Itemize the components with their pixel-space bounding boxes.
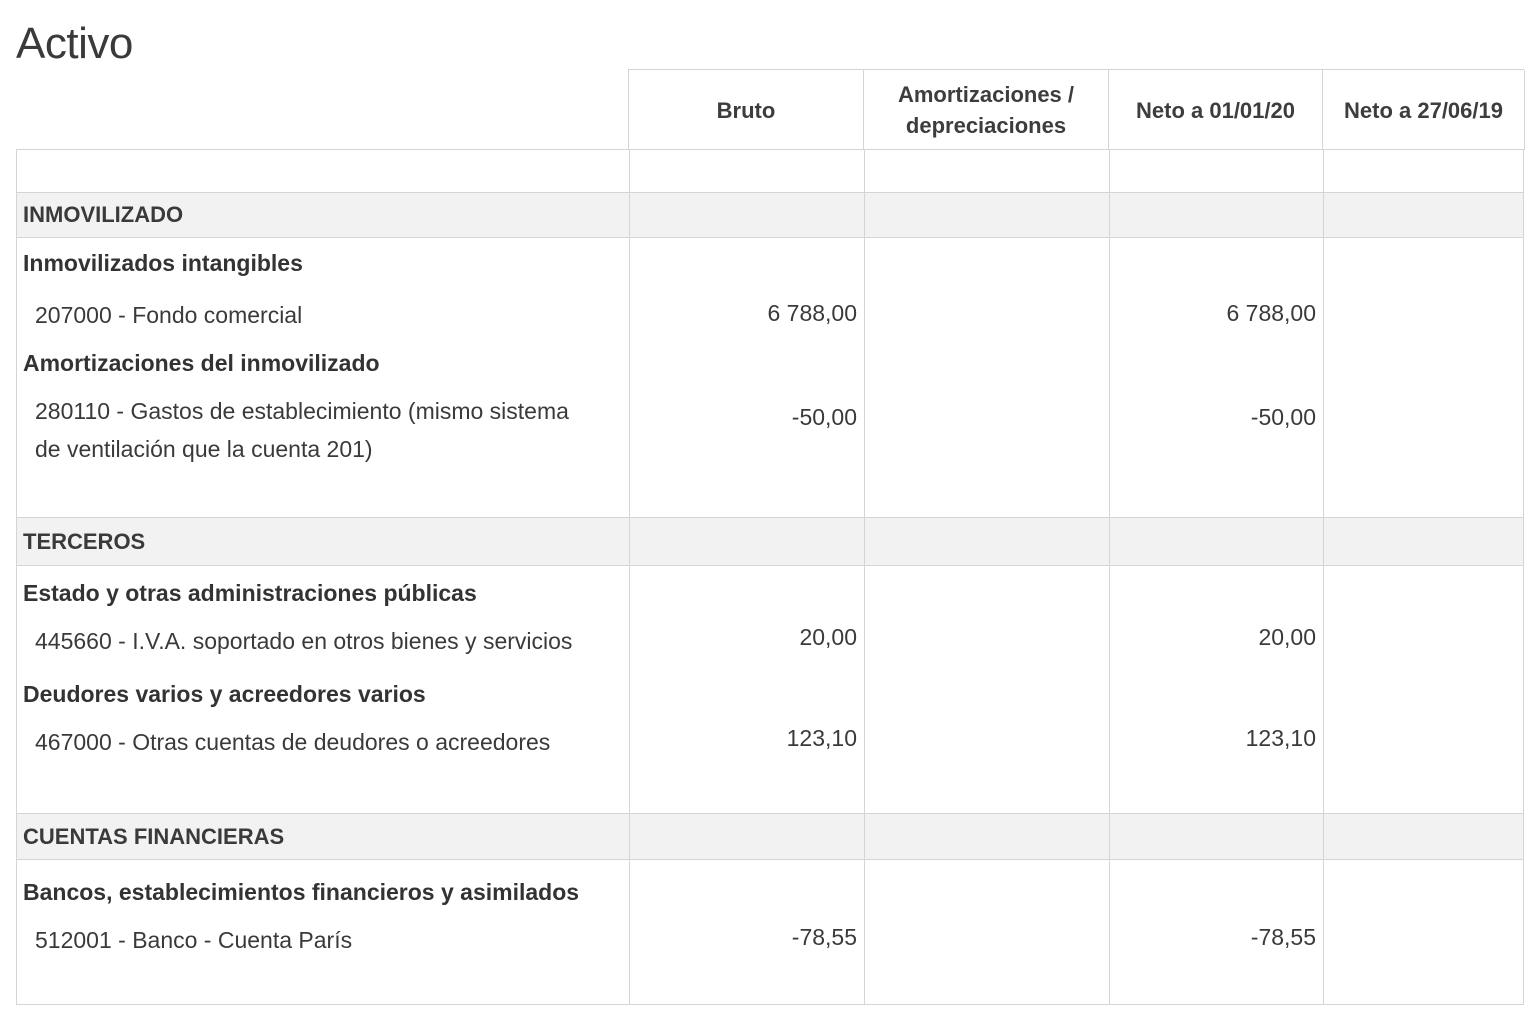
- group-label: Bancos, establecimientos financieros y asimilados: [23, 879, 580, 905]
- group-label: Amortizaciones del inmovilizado: [23, 350, 380, 376]
- section-label: CUENTAS FINANCIERAS: [23, 823, 285, 849]
- column-header-amortizaciones: Amortizaciones / depreciaciones: [864, 70, 1109, 150]
- account-label: 445660 - I.V.A. soportado en otros bienes y servicios: [35, 628, 573, 654]
- section-label: TERCEROS: [23, 528, 146, 554]
- amount-bruto: -50,00: [791, 404, 857, 430]
- balance-table: [16, 149, 1524, 1005]
- column-header-neto-current: Neto a 01/01/20: [1109, 70, 1323, 150]
- amount-bruto: 6 788,00: [767, 300, 857, 326]
- group-label: Inmovilizados intangibles: [23, 250, 303, 276]
- section-row-terceros: [17, 517, 1523, 566]
- amount-bruto: 123,10: [786, 725, 857, 751]
- column-header-row: [628, 69, 1524, 150]
- group-label: Estado y otras administraciones públicas: [23, 580, 477, 606]
- page-title: Activo: [16, 19, 133, 68]
- column-divider: [864, 150, 865, 1004]
- amount-neto-current: 123,10: [1245, 725, 1316, 751]
- column-header-bruto: Bruto: [629, 70, 864, 150]
- section-row-cuentas-financieras: [17, 813, 1523, 860]
- column-divider: [629, 150, 630, 1004]
- amount-neto-current: 20,00: [1258, 624, 1316, 650]
- column-divider: [1109, 150, 1110, 1004]
- account-label: 280110 - Gastos de establecimiento (mismo sistema de ventilación que la cuenta 201): [35, 398, 569, 462]
- amount-bruto: 20,00: [799, 624, 857, 650]
- account-label: 512001 - Banco - Cuenta París: [35, 927, 353, 953]
- column-divider: [1323, 150, 1324, 1004]
- section-row-inmovilizado: [17, 192, 1523, 238]
- column-header-neto-previous: Neto a 27/06/19: [1323, 70, 1525, 150]
- group-label: Deudores varios y acreedores varios: [23, 681, 426, 707]
- account-label: 467000 - Otras cuentas de deudores o acreedores: [35, 729, 551, 755]
- amount-bruto: -78,55: [791, 924, 857, 950]
- amount-neto-current: -78,55: [1250, 924, 1316, 950]
- amount-neto-current: 6 788,00: [1226, 300, 1316, 326]
- account-label: 207000 - Fondo comercial: [35, 302, 303, 328]
- amount-neto-current: -50,00: [1250, 404, 1316, 430]
- section-label: INMOVILIZADO: [23, 202, 184, 227]
